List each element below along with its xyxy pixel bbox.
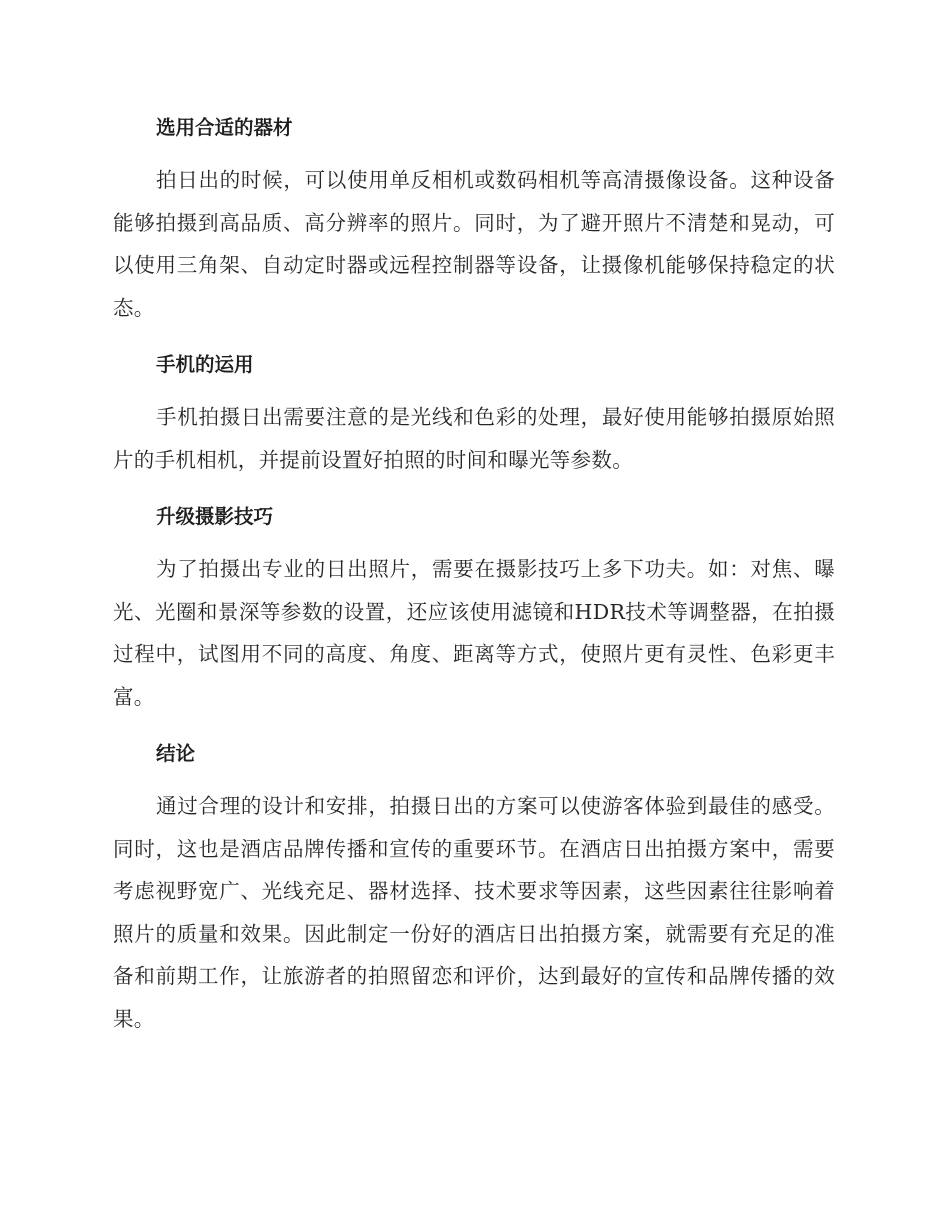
section-heading-skills: 升级摄影技巧 [156, 505, 274, 528]
section-heading-equipment: 选用合适的器材 [156, 116, 293, 139]
document-body [113, 108, 835, 1056]
section-paragraph-conclusion: 通过合理的设计和安排，拍摄日出的方案可以使游客体验到最佳的感受。同时，这也是酒店品牌传播和宣传的重要环节。在酒店日出拍摄方案中，需要考虑视野宽广、光线充足、器材选择、技术要求等因素，这些因素往往影响着照片的质量和效果。因此制定一份好的酒店日出拍摄方案，就需要有充足的准备和前期工作，让旅游者的拍照留恋和评价，达到最好的宣传和品牌传播的效果。 [113, 794, 835, 1031]
section-heading-phone: 手机的运用 [156, 353, 254, 376]
section-heading-conclusion: 结论 [156, 742, 196, 765]
section-paragraph-skills: 为了拍摄出专业的日出照片，需要在摄影技巧上多下功夫。如：对焦、曝光、光圈和景深等参数的设置，还应该使用滤镜和HDR技术等调整器，在拍摄过程中，试图用不同的高度、角度、距离等方式，使照片更有灵性、色彩更丰富。 [113, 557, 835, 709]
section-paragraph-equipment: 拍日出的时候，可以使用单反相机或数码相机等高清摄像设备。这种设备能够拍摄到高品质、高分辨率的照片。同时，为了避开照片不清楚和晃动，可以使用三角架、自动定时器或远程控制器等设备，让摄像机能够保持稳定的状态。 [113, 168, 835, 320]
section-paragraph-phone: 手机拍摄日出需要注意的是光线和色彩的处理，最好使用能够拍摄原始照片的手机相机，并提前设置好拍照的时间和曝光等参数。 [113, 405, 835, 472]
